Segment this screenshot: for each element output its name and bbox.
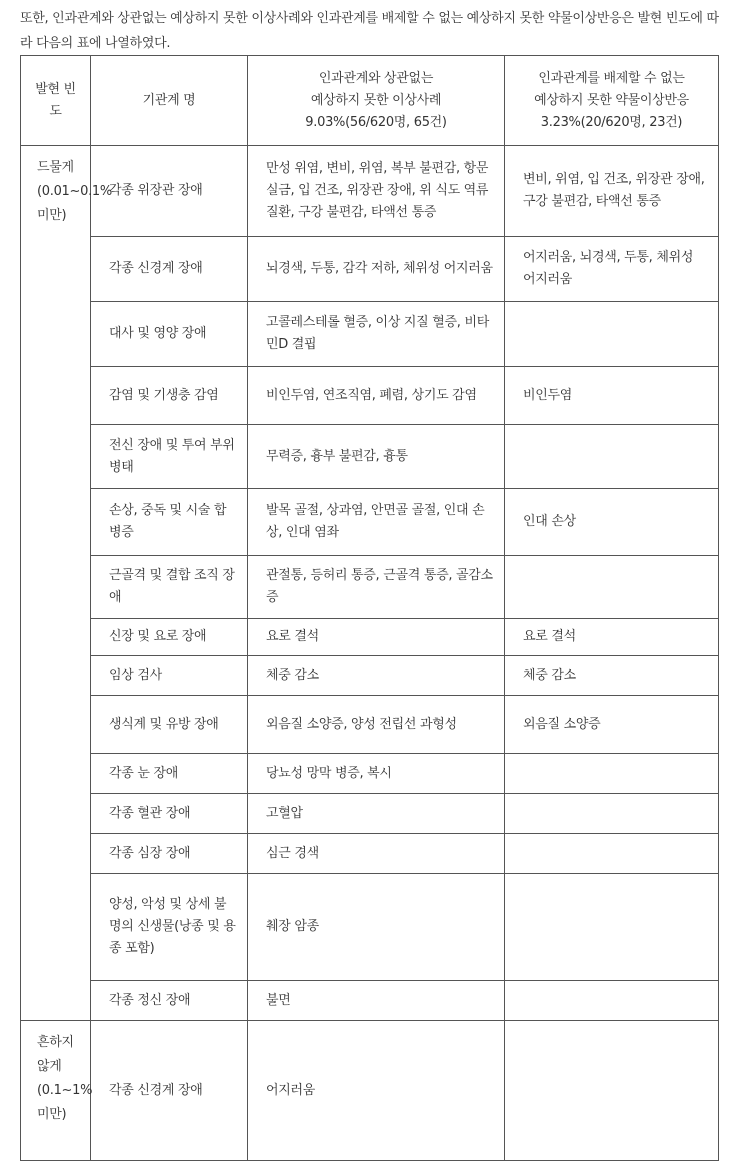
organ-class-cell: 각종 눈 장애 bbox=[91, 754, 248, 794]
table-row bbox=[21, 237, 719, 302]
adverse-event-cell: 뇌경색, 두통, 감각 저하, 체위성 어지러움 bbox=[248, 237, 505, 302]
adverse-reaction-cell bbox=[505, 302, 719, 367]
adverse-event-cell: 고혈압 bbox=[248, 794, 505, 834]
adverse-reaction-cell bbox=[505, 1021, 719, 1161]
intro-paragraph: 또한, 인과관계와 상관없는 예상하지 못한 이상사례와 인과관계를 배제할 수 없는 예상하지 못한 약물이상반응은 발현 빈도에 따라 다음의 표에 나열하였다. bbox=[20, 11, 719, 51]
table-row bbox=[21, 619, 719, 656]
adverse-reaction-cell: 외음질 소양증 bbox=[505, 696, 719, 754]
header-organ-class: 기관계 명 bbox=[91, 56, 248, 146]
table-row bbox=[21, 874, 719, 981]
table-row bbox=[21, 834, 719, 874]
organ-class-cell: 각종 혈관 장애 bbox=[91, 794, 248, 834]
adverse-event-cell: 만성 위염, 변비, 위염, 복부 불편감, 항문 실금, 입 건조, 위장관 장애, 위 식도 역류 질환, 구강 불편감, 타액선 통증 bbox=[248, 146, 505, 237]
adverse-reaction-cell bbox=[505, 556, 719, 619]
adverse-reaction-cell: 변비, 위염, 입 건조, 위장관 장애, 구강 불편감, 타액선 통증 bbox=[505, 146, 719, 237]
adverse-reaction-cell bbox=[505, 981, 719, 1021]
table-row bbox=[21, 146, 719, 237]
organ-class-cell: 생식계 및 유방 장애 bbox=[91, 696, 248, 754]
table-body bbox=[21, 146, 719, 1161]
adverse-event-cell: 심근 경색 bbox=[248, 834, 505, 874]
adverse-reaction-cell: 체중 감소 bbox=[505, 656, 719, 696]
adverse-reaction-cell: 어지러움, 뇌경색, 두통, 체위성 어지러움 bbox=[505, 237, 719, 302]
organ-class-cell: 양성, 악성 및 상세 불명의 신생물(낭종 및 용종 포함) bbox=[91, 874, 248, 981]
organ-class-cell: 손상, 중독 및 시술 합병증 bbox=[91, 489, 248, 556]
table-row bbox=[21, 1021, 719, 1161]
table-row bbox=[21, 489, 719, 556]
adverse-event-cell: 무력증, 흉부 불편감, 흉통 bbox=[248, 425, 505, 489]
adverse-event-cell: 외음질 소양증, 양성 전립선 과형성 bbox=[248, 696, 505, 754]
organ-class-cell: 감염 및 기생충 감염 bbox=[91, 367, 248, 425]
adverse-event-cell: 비인두염, 연조직염, 폐렴, 상기도 감염 bbox=[248, 367, 505, 425]
adverse-event-cell: 당뇨성 망막 병증, 복시 bbox=[248, 754, 505, 794]
adverse-event-cell: 불면 bbox=[248, 981, 505, 1021]
adverse-event-cell: 고콜레스테롤 혈증, 이상 지질 혈증, 비타민D 결핍 bbox=[248, 302, 505, 367]
frequency-cell: 흔하지 않게 (0.1~1% 미만) bbox=[21, 1021, 91, 1161]
frequency-cell: 드물게 (0.01~0.1% 미만) bbox=[21, 146, 91, 1021]
table-row bbox=[21, 556, 719, 619]
table-row bbox=[21, 794, 719, 834]
table-row bbox=[21, 981, 719, 1021]
adverse-reaction-cell: 인대 손상 bbox=[505, 489, 719, 556]
adverse-event-cell: 췌장 암종 bbox=[248, 874, 505, 981]
adverse-reaction-cell: 비인두염 bbox=[505, 367, 719, 425]
adverse-reaction-cell bbox=[505, 794, 719, 834]
organ-class-cell: 각종 정신 장애 bbox=[91, 981, 248, 1021]
organ-class-cell: 신장 및 요로 장애 bbox=[91, 619, 248, 656]
organ-class-cell: 전신 장애 및 투여 부위 병태 bbox=[91, 425, 248, 489]
adverse-event-cell: 관절통, 등허리 통증, 근골격 통증, 골감소증 bbox=[248, 556, 505, 619]
header-adverse-drug-reactions: 인과관계를 배제할 수 없는 예상하지 못한 약물이상반응 3.23%(20/620명, 23건) bbox=[505, 56, 719, 146]
table-row bbox=[21, 367, 719, 425]
organ-class-cell: 근골격 및 결합 조직 장애 bbox=[91, 556, 248, 619]
adverse-event-cell: 발목 골절, 상과염, 안면골 골절, 인대 손상, 인대 염좌 bbox=[248, 489, 505, 556]
adverse-event-cell: 요로 결석 bbox=[248, 619, 505, 656]
organ-class-cell: 각종 신경계 장애 bbox=[91, 237, 248, 302]
table-row bbox=[21, 302, 719, 367]
organ-class-cell: 각종 신경계 장애 bbox=[91, 1021, 248, 1161]
table-row bbox=[21, 696, 719, 754]
adverse-event-cell: 어지러움 bbox=[248, 1021, 505, 1161]
adverse-reaction-cell bbox=[505, 834, 719, 874]
header-adverse-events: 인과관계와 상관없는 예상하지 못한 이상사례 9.03%(56/620명, 65건) bbox=[248, 56, 505, 146]
table-row bbox=[21, 754, 719, 794]
table-row bbox=[21, 656, 719, 696]
organ-class-cell: 각종 심장 장애 bbox=[91, 834, 248, 874]
table-row bbox=[21, 425, 719, 489]
organ-class-cell: 대사 및 영양 장애 bbox=[91, 302, 248, 367]
adverse-reaction-cell bbox=[505, 754, 719, 794]
adverse-reaction-cell: 요로 결석 bbox=[505, 619, 719, 656]
organ-class-cell: 임상 검사 bbox=[91, 656, 248, 696]
adverse-reaction-cell bbox=[505, 425, 719, 489]
adverse-reaction-table bbox=[20, 55, 719, 1161]
adverse-reaction-cell bbox=[505, 874, 719, 981]
table-header-row bbox=[21, 56, 719, 146]
header-frequency: 발현 빈도 bbox=[21, 56, 91, 146]
adverse-event-cell: 체중 감소 bbox=[248, 656, 505, 696]
organ-class-cell: 각종 위장관 장애 bbox=[91, 146, 248, 237]
